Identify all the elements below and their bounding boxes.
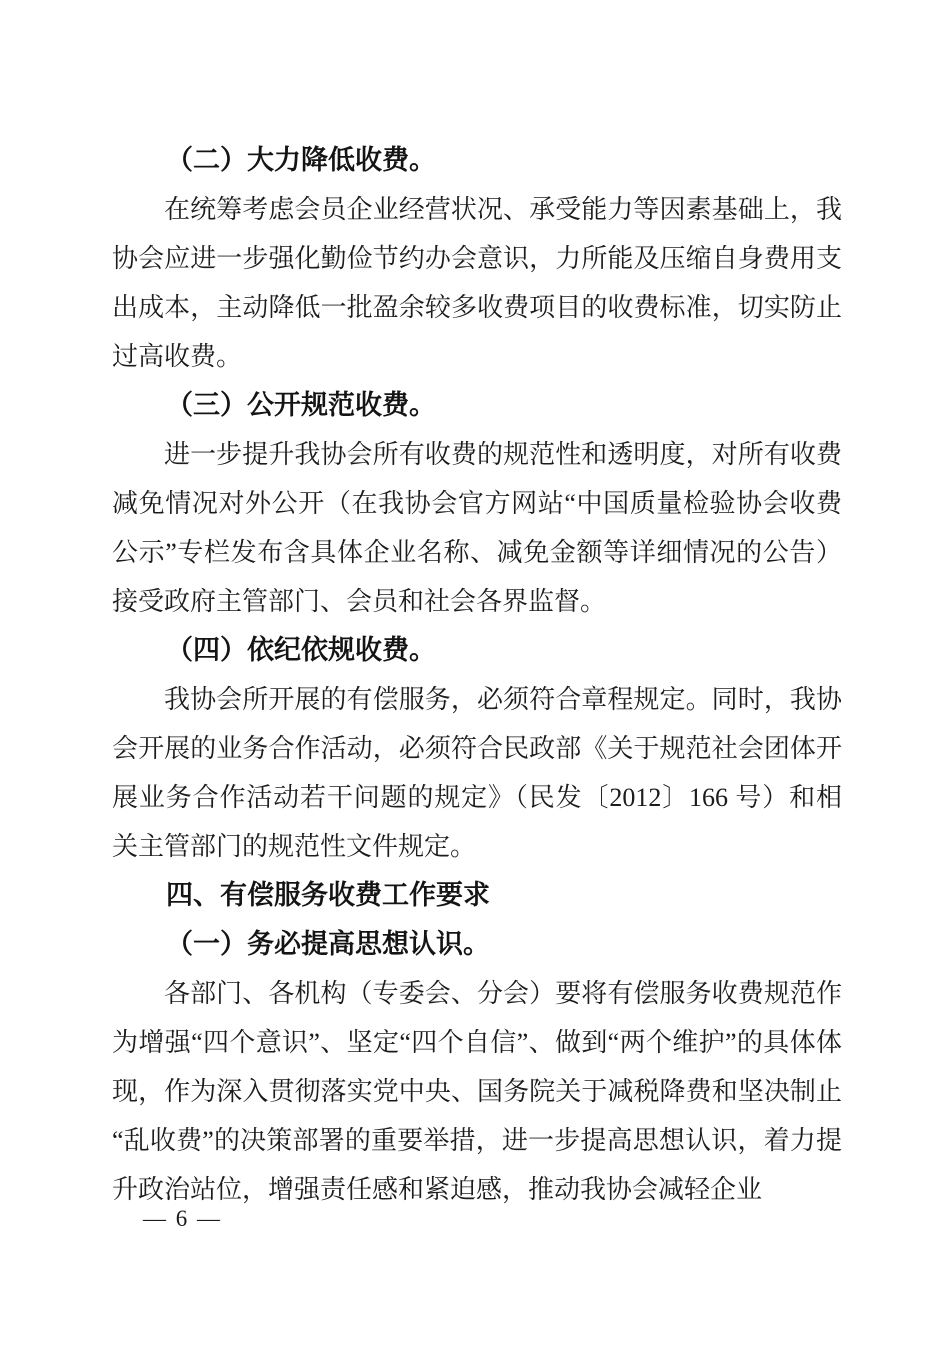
document-body	[112, 136, 842, 1214]
paragraph-reduce-fees: 在统筹考虑会员企业经营状况、承受能力等因素基础上，我协会应进一步强化勤俭节约办会意识，力所能及压缩自身费用支出成本，主动降低一批盈余较多收费项目的收费标准，切实防止过高收费。	[112, 195, 842, 371]
paragraph-open-standard-fees: 进一步提升我协会所有收费的规范性和透明度，对所有收费减免情况对外公开（在我协会官方网站“中国质量检验协会收费公示”专栏发布含具体企业名称、减免金额等详细情况的公告）接受政府主管部门、会员和社会各界监督。	[112, 440, 842, 616]
section-heading-1-raise-awareness: （一）务必提高思想认识。	[166, 929, 490, 959]
section-heading-3-open-standard-fees: （三）公开规范收费。	[166, 390, 436, 420]
chapter-heading-4-work-requirements: 四、有偿服务收费工作要求	[166, 880, 490, 910]
page-number: — 6 —	[143, 1206, 222, 1231]
section-heading-2-reduce-fees: （二）大力降低收费。	[166, 145, 436, 175]
section-heading-4-compliant-fees: （四）依纪依规收费。	[166, 635, 436, 665]
paragraph-raise-awareness: 各部门、各机构（专委会、分会）要将有偿服务收费规范作为增强“四个意识”、坚定“四个自信”、做到“两个维护”的具体体现，作为深入贯彻落实党中央、国务院关于减税降费和坚决制止“乱收费”的决策部署的重要举措，进一步提高思想认识，着力提升政治站位，增强责任感和紧迫感，推动我协会减轻企业	[112, 979, 842, 1204]
paragraph-compliant-fees: 我协会所开展的有偿服务，必须符合章程规定。同时，我协会开展的业务合作活动，必须符合民政部《关于规范社会团体开展业务合作活动若干问题的规定》（民发〔2012〕166 号）和相关主管部门的规范性文件规定。	[112, 685, 842, 861]
